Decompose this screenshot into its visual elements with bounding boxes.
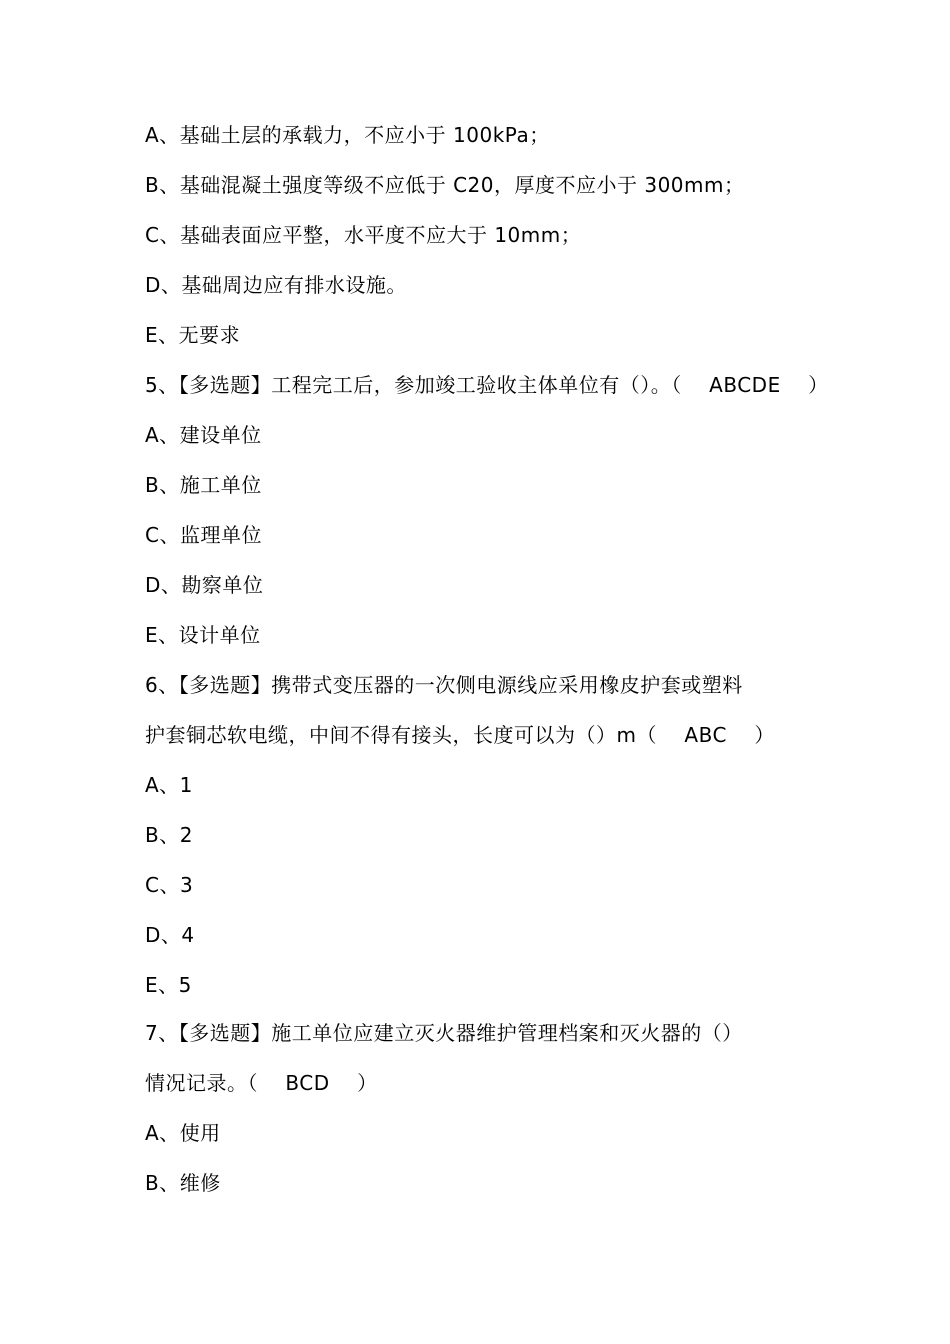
option-b-q7: B、维修 <box>145 1171 221 1195</box>
option-a-q7: A、使用 <box>145 1121 221 1145</box>
option-d-q6: D、4 <box>145 923 195 947</box>
question-7-line-1: 7、【多选题】施工单位应建立灭火器维护管理档案和灭火器的（） <box>145 1021 743 1045</box>
option-e-q4: E、无要求 <box>145 323 241 347</box>
option-b-q6: B、2 <box>145 823 193 847</box>
option-c-q5: C、监理单位 <box>145 523 262 547</box>
option-a-q6: A、1 <box>145 773 193 797</box>
question-6-line-2: 护套铜芯软电缆，中间不得有接头，长度可以为（）m（ ABC ） <box>145 723 775 747</box>
question-6-line-1: 6、【多选题】携带式变压器的一次侧电源线应采用橡皮护套或塑料 <box>145 673 743 697</box>
option-c-q6: C、3 <box>145 873 194 897</box>
option-d-q5: D、勘察单位 <box>145 573 264 597</box>
option-c-q4: C、基础表面应平整，水平度不应大于 10mm； <box>145 223 582 247</box>
option-e-q6: E、5 <box>145 973 192 997</box>
option-e-q5: E、设计单位 <box>145 623 261 647</box>
option-b-q4: B、基础混凝土强度等级不应低于 C20，厚度不应小于 300mm； <box>145 173 745 197</box>
option-a-q4: A、基础土层的承载力，不应小于 100kPa； <box>145 123 550 147</box>
option-a-q5: A、建设单位 <box>145 423 262 447</box>
question-5: 5、【多选题】工程完工后，参加竣工验收主体单位有（）。（ ABCDE ） <box>145 373 829 397</box>
option-b-q5: B、施工单位 <box>145 473 262 497</box>
question-7-line-2: 情况记录。（ BCD ） <box>145 1071 378 1095</box>
option-d-q4: D、基础周边应有排水设施。 <box>145 273 407 297</box>
